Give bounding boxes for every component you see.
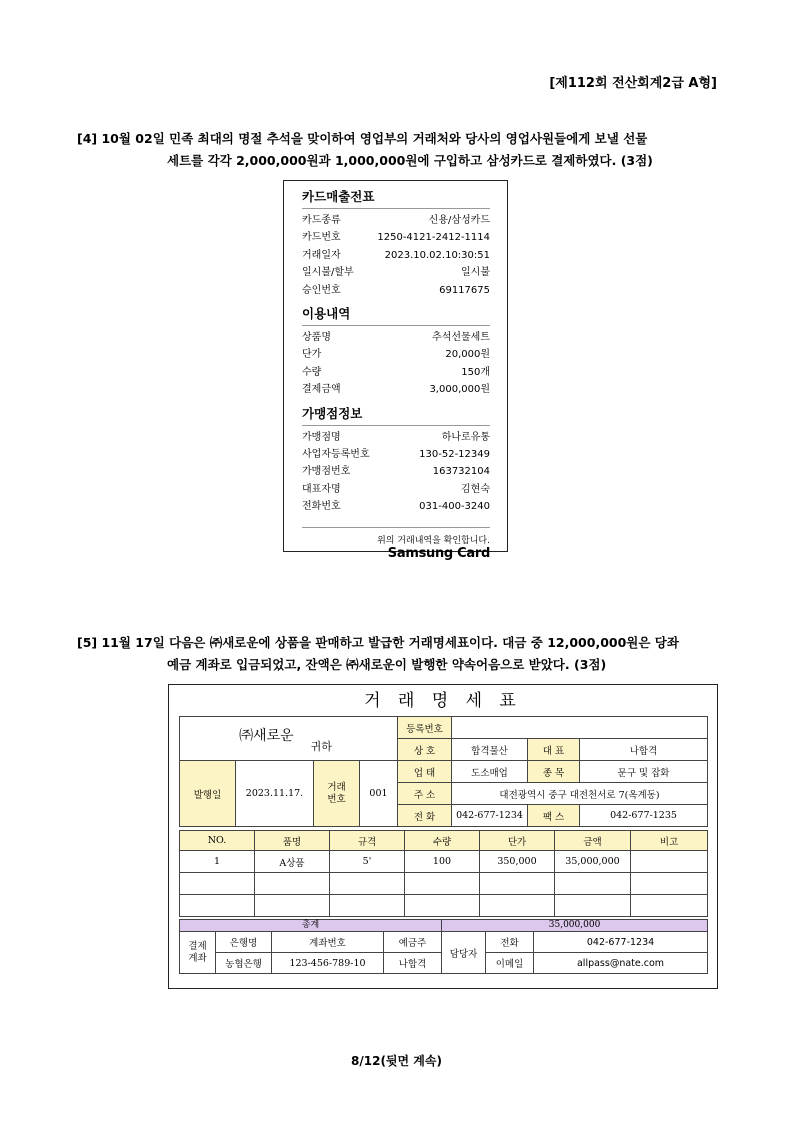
- question-4-line1: [4] 10월 02일 민족 최대의 명절 추석을 맞이하여 영업부의 거래처와 당사의 영업사원들에게 보낼 선물: [77, 131, 648, 146]
- receipt-row: [302, 498, 490, 515]
- table-cell: 35,000,000: [555, 851, 631, 873]
- receipt-row-value: 031-400-3240: [419, 501, 490, 513]
- transaction-statement: [168, 684, 718, 989]
- payment-table: [179, 919, 708, 974]
- column-header: 규격: [330, 831, 405, 851]
- question-5-line1: [5] 11월 17일 다음은 ㈜새로운에 상품을 판매하고 발급한 거래명세표이다. 대금 중 12,000,000원은 당좌: [77, 635, 679, 650]
- company-name-label: 상 호: [398, 739, 452, 761]
- bank-label: 은행명: [216, 932, 272, 953]
- column-header: 품명: [255, 831, 330, 851]
- representative-label: 대 표: [528, 739, 580, 761]
- table-row: [180, 851, 708, 873]
- txn-no-label: 거래 번호: [314, 761, 360, 827]
- fax: 042-677-1235: [580, 805, 708, 827]
- table-cell: [480, 895, 555, 917]
- items-table: [179, 830, 708, 917]
- receipt-row: [302, 282, 490, 299]
- reg-no-label: 등록번호: [398, 717, 452, 739]
- holder: 나합격: [384, 953, 442, 974]
- receipt-row: [302, 481, 490, 498]
- receipt-row-label: 일시불/할부: [302, 267, 354, 279]
- receipt-row: [302, 264, 490, 281]
- usage-title: 이용내역: [302, 303, 490, 326]
- contact-email-label: 이메일: [486, 953, 534, 974]
- reg-no-value: [452, 717, 708, 739]
- table-cell: [330, 873, 405, 895]
- exam-header: [제112회 전산회계2급 A형]: [549, 76, 717, 91]
- usage-info-rows: [302, 329, 490, 399]
- table-row: [180, 895, 708, 917]
- receipt-row: [302, 346, 490, 363]
- receipt-row-label: 단가: [302, 349, 322, 361]
- receipt-row-label: 전화번호: [302, 501, 341, 513]
- account-label: 계좌번호: [272, 932, 384, 953]
- company-name: 합격물산: [452, 739, 528, 761]
- receipt-row-value: 69117675: [439, 284, 490, 296]
- receipt-row: [302, 329, 490, 346]
- page-footer: 8/12(뒷면 계속): [351, 1054, 442, 1068]
- column-header: 단가: [480, 831, 555, 851]
- receipt-row-value: 신용/삼성카드: [428, 215, 490, 226]
- table-cell: [480, 873, 555, 895]
- receipt-row-value: 20,000원: [445, 349, 490, 361]
- table-cell: A상품: [255, 851, 330, 873]
- receipt-confirm: 위의 거래내역을 확인합니다.: [302, 527, 490, 546]
- receipt-row-label: 거래일자: [302, 249, 341, 261]
- table-cell: [555, 895, 631, 917]
- table-cell: [405, 873, 480, 895]
- receipt-row-label: 결제금액: [302, 384, 341, 396]
- contact-label: 담당자: [442, 932, 486, 974]
- contact-tel: 042-677-1234: [534, 932, 708, 953]
- address: 대전광역시 중구 대전천서로 7(옥계동): [452, 783, 708, 805]
- column-header: NO.: [180, 831, 255, 851]
- receipt-row-value: 김현숙: [461, 483, 490, 495]
- table-cell: [631, 873, 708, 895]
- receipt-row-label: 대표자명: [302, 483, 341, 495]
- receipt-row-value: 163732104: [432, 466, 490, 478]
- bank: 농협은행: [216, 953, 272, 974]
- fax-label: 팩 스: [528, 805, 580, 827]
- statement-title: 거 래 명 세 표: [364, 691, 522, 711]
- receipt-row-value: 3,000,000원: [429, 384, 490, 396]
- txn-no: 001: [360, 761, 398, 827]
- receipt-row: [302, 463, 490, 480]
- receipt-row-label: 카드종류: [302, 215, 341, 226]
- receipt-row-value: 150개: [461, 366, 490, 378]
- table-cell: [255, 895, 330, 917]
- receipt-row-label: 상품명: [302, 331, 331, 343]
- table-cell: [631, 851, 708, 873]
- card-receipt: [283, 180, 508, 562]
- contact-email: allpass@nate.com: [534, 953, 708, 974]
- card-info-rows: [302, 212, 490, 299]
- receipt-row-value: 일시불: [461, 267, 490, 279]
- receipt-row-label: 사업자등록번호: [302, 448, 370, 460]
- question-5: [77, 632, 717, 676]
- items-body: [180, 851, 708, 917]
- statement-header-table: [179, 716, 708, 827]
- biz-type: 도소매업: [452, 761, 528, 783]
- tel: 042-677-1234: [452, 805, 528, 827]
- merchant-title: 가맹점정보: [302, 403, 490, 426]
- receipt-row: [302, 212, 490, 229]
- issue-date-label: 발행일: [180, 761, 236, 827]
- table-row: [180, 873, 708, 895]
- receipt-row-label: 카드번호: [302, 232, 341, 244]
- samsung-card-logo: Samsung Card: [387, 546, 490, 562]
- representative: 나합격: [580, 739, 708, 761]
- receipt-row-value: 1250-4121-2412-1114: [377, 232, 490, 244]
- receipt-row: [302, 247, 490, 264]
- receipt-row: [302, 364, 490, 381]
- table-cell: [405, 895, 480, 917]
- tel-label: 전 화: [398, 805, 452, 827]
- table-cell: 1: [180, 851, 255, 873]
- receipt-row-label: 수량: [302, 366, 322, 378]
- issue-date: 2023.11.17.: [236, 761, 314, 827]
- table-cell: 5': [330, 851, 405, 873]
- table-cell: 100: [405, 851, 480, 873]
- receipt-row-value: 130-52-12349: [419, 448, 490, 460]
- receipt-title: 카드매출전표: [302, 186, 490, 209]
- receipt-row-label: 가맹점명: [302, 431, 341, 443]
- total-value: 35,000,000: [442, 920, 708, 932]
- receipt-row: [302, 446, 490, 463]
- receipt-row-label: 승인번호: [302, 284, 341, 296]
- table-cell: [180, 895, 255, 917]
- receipt-row: [302, 381, 490, 398]
- column-header: 수량: [405, 831, 480, 851]
- question-4-line2: 세트를 각각 2,000,000원과 1,000,000원에 구입하고 삼성카드로 결제하였다. (3점): [167, 153, 653, 168]
- question-4: [77, 128, 717, 172]
- receipt-row: [302, 229, 490, 246]
- receipt-row-label: 가맹점번호: [302, 466, 351, 478]
- merchant-info-rows: [302, 429, 490, 516]
- holder-label: 예금주: [384, 932, 442, 953]
- table-cell: [180, 873, 255, 895]
- biz-item: 문구 및 잡화: [580, 761, 708, 783]
- payment-account-label: 결제 계좌: [180, 932, 216, 974]
- account: 123-456-789-10: [272, 953, 384, 974]
- table-cell: [330, 895, 405, 917]
- column-header: 비고: [631, 831, 708, 851]
- question-5-line2: 예금 계좌로 입금되었고, 잔액은 ㈜새로운이 발행한 약속어음으로 받았다. (3점): [167, 657, 607, 672]
- column-header: 금액: [555, 831, 631, 851]
- recipient-cell: [180, 717, 398, 761]
- table-cell: [255, 873, 330, 895]
- biz-type-label: 업 태: [398, 761, 452, 783]
- total-label: 총계: [180, 920, 442, 932]
- address-label: 주 소: [398, 783, 452, 805]
- contact-tel-label: 전화: [486, 932, 534, 953]
- recipient-name: ㈜새로운: [239, 727, 294, 744]
- receipt-row-value: 2023.10.02.10:30:51: [384, 249, 490, 261]
- receipt-row-value: 하나로유통: [441, 431, 490, 443]
- receipt-row: [302, 429, 490, 446]
- table-cell: 350,000: [480, 851, 555, 873]
- biz-item-label: 종 목: [528, 761, 580, 783]
- recipient-honorific: 귀하: [310, 739, 332, 753]
- table-cell: [631, 895, 708, 917]
- items-header-row: [180, 831, 708, 851]
- table-cell: [555, 873, 631, 895]
- receipt-row-value: 추석선물세트: [432, 331, 490, 343]
